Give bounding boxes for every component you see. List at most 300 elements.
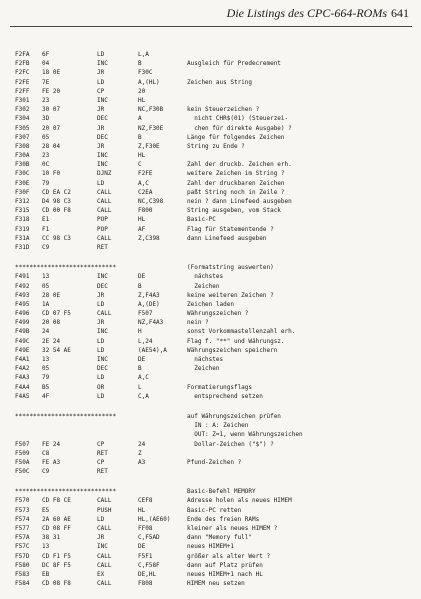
code-line bbox=[15, 579, 415, 588]
code-line bbox=[15, 133, 415, 142]
address: F49C bbox=[15, 337, 30, 345]
operand: A,C bbox=[138, 179, 149, 187]
opcode-bytes: 23 bbox=[42, 152, 50, 160]
section-title: auf Währungszeichen prüfen bbox=[187, 412, 281, 420]
operand: F507 bbox=[138, 310, 153, 318]
address: F57A bbox=[15, 534, 30, 542]
operand: C bbox=[138, 161, 142, 169]
opcode-bytes: FE 24 bbox=[42, 440, 61, 448]
comment: Ausgleich für Predecrement bbox=[187, 60, 281, 68]
comment: Flag f. "**" und Währungsz. bbox=[187, 337, 285, 345]
comment: Adresse holen als neues HIMEM bbox=[187, 497, 292, 505]
mnemonic: JR bbox=[97, 106, 105, 114]
comment: Flag für Statementende ? bbox=[187, 225, 274, 233]
comment: Dollar-Zeichen ("$") ? bbox=[187, 440, 274, 448]
mnemonic: CP bbox=[97, 87, 105, 95]
operand: (AE54),A bbox=[138, 346, 167, 354]
address: F315 bbox=[15, 207, 30, 215]
address: F308 bbox=[15, 142, 30, 150]
comment: keine weiteren Zeichen ? bbox=[187, 291, 274, 299]
opcode-bytes: 1A bbox=[42, 300, 50, 308]
address: F2FA bbox=[15, 51, 30, 58]
address: F2FE bbox=[15, 78, 30, 86]
code-line bbox=[15, 355, 415, 364]
code-line bbox=[15, 68, 415, 77]
code-line bbox=[15, 87, 415, 96]
opcode-bytes: 7E bbox=[42, 78, 50, 86]
mnemonic: CALL bbox=[97, 310, 112, 318]
address: F2FF bbox=[15, 87, 30, 95]
opcode-bytes: 20 07 bbox=[42, 124, 61, 132]
mnemonic: CALL bbox=[97, 497, 112, 505]
operand: B bbox=[138, 365, 142, 373]
header-title: Die Listings des CPC-664-ROMs bbox=[226, 6, 387, 20]
mnemonic: LD bbox=[97, 346, 105, 354]
mnemonic: CP bbox=[97, 458, 105, 466]
address: F31D bbox=[15, 243, 30, 251]
address: F4A4 bbox=[15, 383, 30, 391]
comment: größer als alter Wert ? bbox=[187, 552, 271, 560]
comment: Länge für folgendes Zeichen bbox=[187, 133, 285, 141]
operand: F5F1 bbox=[138, 552, 153, 560]
opcode-bytes: 4F bbox=[42, 392, 50, 400]
comment: Pfund-Zeichen ? bbox=[187, 458, 242, 466]
address: F573 bbox=[15, 506, 30, 514]
page-number: 641 bbox=[391, 6, 409, 20]
comment: Währungszeichen ? bbox=[187, 310, 249, 318]
code-line bbox=[15, 467, 415, 476]
comment: String ausgeben, vom Stack bbox=[187, 207, 281, 215]
opcode-bytes: 13 bbox=[42, 356, 50, 363]
address: F2FC bbox=[15, 69, 30, 77]
address: F318 bbox=[15, 216, 30, 224]
address: F4A5 bbox=[15, 392, 30, 400]
comment: entsprechend setzen bbox=[187, 392, 263, 400]
opcode-bytes: 28 04 bbox=[42, 142, 61, 150]
comment: kleiner als neues HIMEM ? bbox=[187, 525, 278, 532]
operand: NC,F30B bbox=[138, 106, 164, 114]
opcode-bytes: CD 00 F8 bbox=[42, 207, 71, 215]
comment: HIMEM neu setzen bbox=[187, 580, 245, 588]
code-line bbox=[15, 206, 415, 215]
mnemonic: CALL bbox=[97, 198, 112, 205]
code-line bbox=[15, 234, 415, 243]
code-line bbox=[15, 50, 415, 59]
code-line bbox=[15, 291, 415, 300]
mnemonic: JR bbox=[97, 534, 105, 542]
mnemonic: INC bbox=[97, 328, 108, 336]
address: F495 bbox=[15, 300, 30, 308]
operand: F808 bbox=[138, 580, 153, 588]
address: F577 bbox=[15, 525, 30, 532]
comment: kein Steuerzeichen ? bbox=[187, 106, 260, 114]
code-line bbox=[15, 105, 415, 114]
opcode-bytes: 10 F0 bbox=[42, 170, 61, 178]
operand: HL bbox=[138, 216, 146, 224]
address: F57C bbox=[15, 543, 30, 551]
code-line bbox=[15, 364, 415, 373]
operand: L,24 bbox=[138, 337, 153, 345]
operand: F800 bbox=[138, 207, 153, 215]
opcode-bytes: 2E 24 bbox=[42, 337, 61, 345]
mnemonic: LD bbox=[97, 78, 105, 86]
address: F4A3 bbox=[15, 374, 30, 382]
operand: DE bbox=[138, 273, 146, 281]
mnemonic: CP bbox=[97, 440, 105, 448]
operand: A3 bbox=[138, 458, 146, 466]
mnemonic: LD bbox=[97, 392, 105, 400]
comment: nein ? dann Linefeed ausgeben bbox=[187, 198, 292, 205]
address: F49B bbox=[15, 328, 30, 336]
opcode-bytes: E5 bbox=[42, 506, 50, 514]
mnemonic: RET bbox=[97, 468, 108, 476]
opcode-bytes: E1 bbox=[42, 216, 50, 224]
code-line bbox=[15, 421, 415, 430]
comment: sonst Vorkommastellenzahl erh. bbox=[187, 328, 296, 336]
mnemonic: INC bbox=[97, 60, 108, 68]
opcode-bytes: 05 bbox=[42, 282, 50, 290]
code-line bbox=[15, 300, 415, 309]
code-line bbox=[15, 124, 415, 133]
opcode-bytes: EB bbox=[42, 570, 50, 578]
operand: L,A bbox=[138, 51, 149, 58]
operand: C,F5AD bbox=[138, 534, 160, 542]
mnemonic: CALL bbox=[97, 561, 112, 569]
address: F305 bbox=[15, 124, 30, 132]
comment: weitere Zeichen im String ? bbox=[187, 170, 285, 178]
section-gap bbox=[15, 476, 415, 487]
code-line bbox=[15, 151, 415, 160]
code-line bbox=[15, 552, 415, 561]
operand: DE,HL bbox=[138, 570, 157, 578]
opcode-bytes: 05 bbox=[42, 133, 50, 141]
opcode-bytes: 13 bbox=[42, 543, 50, 551]
code-line bbox=[15, 337, 415, 346]
code-line bbox=[15, 225, 415, 234]
operand: C,A bbox=[138, 392, 149, 400]
address: F50A bbox=[15, 458, 30, 466]
mnemonic: INC bbox=[97, 161, 108, 169]
comment: nächstes bbox=[187, 356, 224, 363]
address: F319 bbox=[15, 225, 30, 233]
operand: HL bbox=[138, 152, 146, 160]
mnemonic: JR bbox=[97, 319, 105, 327]
address: F507 bbox=[15, 440, 30, 448]
comment: Basic-PC retten bbox=[187, 506, 242, 514]
comment: nicht CHR$(01) (Steuerzei- bbox=[187, 115, 289, 123]
opcode-bytes: 2A 60 AE bbox=[42, 515, 71, 523]
mnemonic: INC bbox=[97, 356, 108, 363]
address: F30F bbox=[15, 188, 30, 196]
comment: nein ? bbox=[187, 319, 209, 327]
opcode-bytes: B5 bbox=[42, 383, 50, 391]
opcode-bytes: D4 98 C3 bbox=[42, 198, 71, 205]
opcode-bytes: C8 bbox=[42, 449, 50, 457]
comment: nächstes bbox=[187, 273, 224, 281]
comment: dann auf Platz prüfen bbox=[187, 561, 263, 569]
code-line bbox=[15, 169, 415, 178]
operand: Z,F30E bbox=[138, 142, 160, 150]
opcode-bytes: 0C bbox=[42, 161, 50, 169]
mnemonic: DEC bbox=[97, 282, 108, 290]
opcode-bytes: CC 98 C3 bbox=[42, 234, 71, 242]
address: F499 bbox=[15, 319, 30, 327]
section-title: (Formatstring auswerten) bbox=[187, 264, 274, 272]
code-line bbox=[15, 506, 415, 515]
address: F570 bbox=[15, 497, 30, 505]
operand: C2EA bbox=[138, 188, 153, 196]
operand: CEF8 bbox=[138, 497, 153, 505]
opcode-bytes: 79 bbox=[42, 374, 50, 382]
code-line bbox=[15, 440, 415, 449]
address: F307 bbox=[15, 133, 30, 141]
operand: A,(HL) bbox=[138, 78, 160, 86]
operand: C,F58F bbox=[138, 561, 160, 569]
mnemonic: INC bbox=[97, 273, 108, 281]
section-gap bbox=[15, 252, 415, 263]
mnemonic: CALL bbox=[97, 207, 112, 215]
address: F492 bbox=[15, 282, 30, 290]
code-line bbox=[15, 496, 415, 505]
address: F30C bbox=[15, 170, 30, 178]
opcode-bytes: CD F1 F5 bbox=[42, 552, 71, 560]
opcode-bytes: CD EA C2 bbox=[42, 188, 71, 196]
code-line bbox=[15, 392, 415, 401]
opcode-bytes: 18 0E bbox=[42, 69, 61, 77]
comment: String zu Ende ? bbox=[187, 142, 245, 150]
address: F304 bbox=[15, 115, 30, 123]
operand: 20 bbox=[138, 87, 146, 95]
running-header bbox=[20, 6, 409, 21]
operand: NZ,F30E bbox=[138, 124, 164, 132]
operand: A bbox=[138, 115, 142, 123]
comment: dann "Memory full" bbox=[187, 534, 253, 542]
address: F584 bbox=[15, 580, 30, 588]
code-line bbox=[15, 346, 415, 355]
mnemonic: DEC bbox=[97, 365, 108, 373]
operand: F30C bbox=[138, 69, 153, 77]
code-line bbox=[15, 318, 415, 327]
section-separator: **************************** bbox=[15, 412, 117, 420]
comment: Zeichen laden bbox=[187, 300, 234, 308]
opcode-bytes: DC 8F F5 bbox=[42, 561, 71, 569]
operand: HL bbox=[138, 96, 146, 104]
code-line bbox=[15, 570, 415, 579]
opcode-bytes: 20 08 bbox=[42, 319, 61, 327]
address: F50C bbox=[15, 468, 30, 476]
mnemonic: CALL bbox=[97, 234, 112, 242]
opcode-bytes: CD 08 F8 bbox=[42, 580, 71, 588]
mnemonic: POP bbox=[97, 216, 108, 224]
opcode-bytes: 32 54 AE bbox=[42, 346, 71, 354]
operand: HL bbox=[138, 506, 146, 514]
comment: OUT: Z=1, wenn Währungszeichen bbox=[187, 431, 303, 439]
mnemonic: CALL bbox=[97, 188, 112, 196]
opcode-bytes: 24 bbox=[42, 328, 50, 336]
address: F312 bbox=[15, 198, 30, 205]
section-title: Basic-Befehl MEMORY bbox=[187, 488, 256, 496]
code-line bbox=[15, 114, 415, 123]
operand: Z,C398 bbox=[138, 234, 160, 242]
address: F301 bbox=[15, 96, 30, 104]
code-line bbox=[15, 309, 415, 318]
opcode-bytes: 38 31 bbox=[42, 534, 61, 542]
code-line bbox=[15, 383, 415, 392]
code-line bbox=[15, 282, 415, 291]
address: F4A2 bbox=[15, 365, 30, 373]
mnemonic: CALL bbox=[97, 525, 112, 532]
mnemonic: PUSH bbox=[97, 506, 112, 514]
code-line bbox=[15, 458, 415, 467]
comment: neues HIMEM+1 bbox=[187, 543, 234, 551]
comment: Zahl der druckbaren Zeichen bbox=[187, 179, 285, 187]
mnemonic: INC bbox=[97, 96, 108, 104]
operand: NZ,F4A3 bbox=[138, 319, 164, 327]
mnemonic: CALL bbox=[97, 552, 112, 560]
code-line bbox=[15, 533, 415, 542]
mnemonic: JR bbox=[97, 69, 105, 77]
mnemonic: CALL bbox=[97, 580, 112, 588]
code-line bbox=[15, 327, 415, 336]
operand: HL,(AE60) bbox=[138, 515, 171, 523]
opcode-bytes: FE A3 bbox=[42, 458, 61, 466]
opcode-bytes: 28 0E bbox=[42, 291, 61, 299]
mnemonic: RET bbox=[97, 243, 108, 251]
comment: Zahl der druckb. Zeichen erh. bbox=[187, 161, 292, 169]
operand: A,(DE) bbox=[138, 300, 160, 308]
code-line bbox=[15, 243, 415, 252]
opcode-bytes: 23 bbox=[42, 96, 50, 104]
mnemonic: INC bbox=[97, 152, 108, 160]
address: F580 bbox=[15, 561, 30, 569]
opcode-bytes: 30 07 bbox=[42, 106, 61, 114]
address: F4A1 bbox=[15, 356, 30, 363]
address: F493 bbox=[15, 291, 30, 299]
mnemonic: DJNZ bbox=[97, 170, 112, 178]
opcode-bytes: F1 bbox=[42, 225, 50, 233]
comment: Zeichen bbox=[187, 282, 220, 290]
opcode-bytes: 3D bbox=[42, 115, 50, 123]
opcode-bytes: 04 bbox=[42, 60, 50, 68]
code-line bbox=[15, 215, 415, 224]
comment: Zeichen bbox=[187, 365, 220, 373]
code-line bbox=[15, 96, 415, 105]
assembly-listing bbox=[15, 50, 415, 588]
code-line bbox=[15, 524, 415, 533]
address: F49E bbox=[15, 346, 30, 354]
code-line bbox=[15, 430, 415, 439]
address: F2FB bbox=[15, 60, 30, 68]
operand: AF bbox=[138, 225, 146, 233]
operand: DE bbox=[138, 356, 146, 363]
comment: chen für direkte Ausgabe) ? bbox=[187, 124, 292, 132]
mnemonic: JR bbox=[97, 124, 105, 132]
address: F574 bbox=[15, 515, 30, 523]
mnemonic: POP bbox=[97, 225, 108, 233]
mnemonic: LD bbox=[97, 300, 105, 308]
section-separator: **************************** bbox=[15, 264, 117, 272]
address: F30A bbox=[15, 152, 30, 160]
code-line bbox=[15, 561, 415, 570]
operand: 24 bbox=[138, 440, 146, 448]
address: F583 bbox=[15, 570, 30, 578]
opcode-bytes: C9 bbox=[42, 468, 50, 476]
mnemonic: LD bbox=[97, 179, 105, 187]
mnemonic: EX bbox=[97, 570, 105, 578]
address: F496 bbox=[15, 310, 30, 318]
operand: DE bbox=[138, 543, 146, 551]
operand: NC,C398 bbox=[138, 198, 164, 205]
mnemonic: DEC bbox=[97, 115, 108, 123]
code-line bbox=[15, 515, 415, 524]
code-line bbox=[15, 142, 415, 151]
operand: Z bbox=[138, 449, 142, 457]
opcode-bytes: 13 bbox=[42, 273, 50, 281]
section-header-row bbox=[15, 487, 415, 496]
address: F31A bbox=[15, 234, 30, 242]
section-header-row bbox=[15, 263, 415, 272]
mnemonic: LD bbox=[97, 337, 105, 345]
address: F57D bbox=[15, 552, 30, 560]
address: F491 bbox=[15, 273, 30, 281]
mnemonic: LD bbox=[97, 515, 105, 523]
comment: Formatierungsflags bbox=[187, 383, 253, 391]
section-gap bbox=[15, 401, 415, 412]
comment: Ende des freien RAMs bbox=[187, 515, 260, 523]
code-line bbox=[15, 179, 415, 188]
comment: Basic-PC bbox=[187, 216, 216, 224]
code-line bbox=[15, 197, 415, 206]
section-header-row bbox=[15, 412, 415, 421]
code-line bbox=[15, 449, 415, 458]
opcode-bytes: CD 08 FF bbox=[42, 525, 71, 532]
mnemonic: INC bbox=[97, 543, 108, 551]
comment: neues HIMEM+1 nach HL bbox=[187, 570, 263, 578]
opcode-bytes: 79 bbox=[42, 179, 50, 187]
code-line bbox=[15, 272, 415, 281]
mnemonic: LD bbox=[97, 374, 105, 382]
address: F30B bbox=[15, 161, 30, 169]
comment: dann Linefeed ausgeben bbox=[187, 234, 267, 242]
code-line bbox=[15, 59, 415, 68]
address: F509 bbox=[15, 449, 30, 457]
code-line bbox=[15, 542, 415, 551]
mnemonic: RET bbox=[97, 449, 108, 457]
mnemonic: JR bbox=[97, 291, 105, 299]
operand: B bbox=[138, 60, 142, 68]
section-separator: **************************** bbox=[15, 488, 117, 496]
opcode-bytes: 05 bbox=[42, 365, 50, 373]
operand: L bbox=[138, 383, 142, 391]
code-line bbox=[15, 78, 415, 87]
opcode-bytes: FE 20 bbox=[42, 87, 61, 95]
mnemonic: DEC bbox=[97, 133, 108, 141]
operand: H bbox=[138, 328, 142, 336]
code-line bbox=[15, 160, 415, 169]
address: F302 bbox=[15, 106, 30, 114]
comment: Währungszeichen speichern bbox=[187, 346, 278, 354]
operand: F2FE bbox=[138, 170, 153, 178]
opcode-bytes: CD 07 F5 bbox=[42, 310, 71, 318]
operand: B bbox=[138, 133, 142, 141]
opcode-bytes: C9 bbox=[42, 243, 50, 251]
operand: A,C bbox=[138, 374, 149, 382]
header-rule bbox=[10, 26, 412, 27]
operand: FF08 bbox=[138, 525, 153, 532]
comment: paßt String noch in Zeile ? bbox=[187, 188, 285, 196]
code-line bbox=[15, 188, 415, 197]
comment: Zeichen aus String bbox=[187, 78, 253, 86]
